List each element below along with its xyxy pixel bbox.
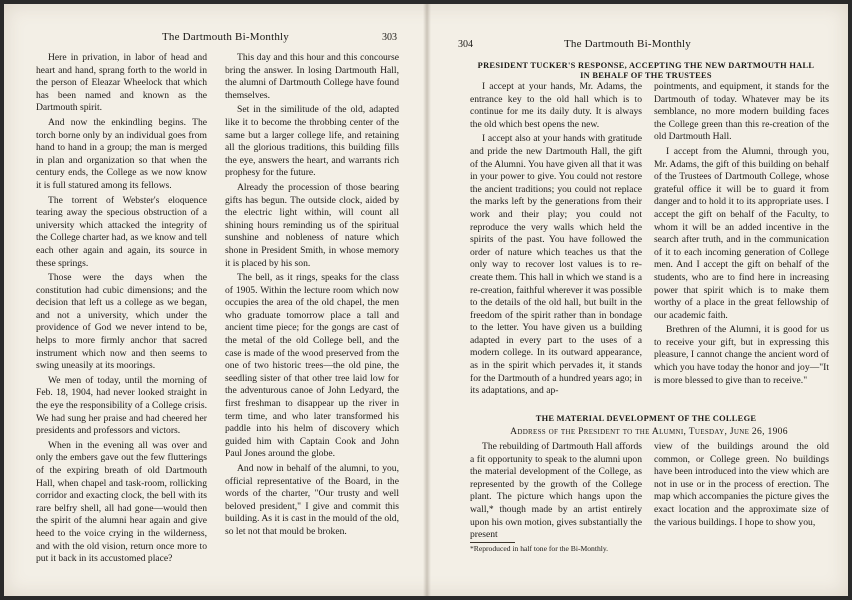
right-column-d: [654, 81, 829, 389]
left-page: [4, 4, 424, 596]
section-subheading: Address of the President to the Alumni, Tuesday, June 26, 1906: [510, 426, 788, 437]
paragraph: Brethren of the Alumni, it is good for us to receive your gift, but in expressing this pleasure, I cannot change the ancient word of which you have today the honor and joy—"It is more blessed to give than to receive.": [654, 324, 829, 386]
paragraph: I accept from the Alumni, through you, Mr. Adams, the gift of this building on behalf of the Trustees of Dartmouth College, whose grateful office it will be to guard it from danger and to hold it to its appropriate uses. I accept the gift on behalf of the Faculty, to whom it will be an added incentive in the search after truth, and in the communication of it to each incoming generation of College men. And I accept the gift on behalf of the students, who are to find here in increasing power that spirit which is to make them worthy of a place in the great fellowship of our academic faith.: [654, 145, 829, 321]
footnote-rule: [470, 542, 515, 543]
paragraph: I accept also at your hands with gratitude and pride the new Dartmouth Hall, the gift of the Alumni. You have given all that it was in your power to give. You could not restore the ancient traditions; you could not replace the marks left by the generations from their work and their play; you could not reproduce the very walls which held the spirits of the past. You have followed the order of nature which teaches us that the only way to recover lost values is to re-create them. This hall in which we stand is a re-creation, faithful wherever it was possible to the details of the old hall, but built in the freedom of the spirit rather than in bondage to the letter. You have given us a building adapted in every part to the uses of a modern college. In its outward appearance, as in the spirit which pervades it, it stands for the Dartmouth of a hundred years ago; in its adaptations, and ap-: [470, 133, 642, 397]
footnote: *Reproduced in half tone for the Bi-Monthly.: [470, 544, 609, 553]
paragraph: pointments, and equipment, it stands for the Dartmouth of today. Whatever may be its semblance, no more modern building faces the College green than this re-creation of the old Dartmouth Hall.: [654, 81, 829, 143]
left-column-b: [225, 52, 399, 541]
paragraph: And now in behalf of the alumni, to you, official representative of the Board, in the words of the charter, "Our trusty and well beloved president," I give and commit this building. As it is cast in the mould of the old, so let not that mould be broken.: [225, 463, 399, 537]
right-page: [430, 4, 848, 596]
page-number-left: 303: [382, 32, 397, 43]
paragraph: The bell, as it rings, speaks for the class of 1905. Within the lecture room which now occupies the area of the old chapel, the men who graduate tomorrow place a tall and ancient time piece; for the gongs are cast of the metal of the old College bell, and the case is made of the wood preserved from the one of two historic trees—the old pine, the seedling sister of that other tree laid low for the adventurous canoe of John Ledyard, the first freshman to disappear up the river in term time, and who later transformed his paddle into his helm of discovery which guided him with Captain Cook and John Paul Jones around the globe.: [225, 272, 399, 460]
paragraph: The rebuilding of Dartmouth Hall affords a fit opportunity to speak to the alumni upon the material development of the College, as represented by the growth of the College plant. The picture which hangs upon the wall,* though made by an artist entirely upon his own motion, gives substantially the present: [470, 441, 642, 541]
book-spread: [4, 4, 848, 596]
running-head-right: The Dartmouth Bi-Monthly: [564, 38, 692, 50]
paragraph: I accept at your hands, Mr. Adams, the entrance key to the old hall which is to continue for me its daily duty. It is always the old which best opens the new.: [470, 81, 642, 130]
paragraph: view of the buildings around the old common, or College green. No buildings have been introduced into the view which are not in use or in the process of erection. The map which accompanies the picture gives the exact location and the approximate size of the various buildings. I hope to show you,: [654, 441, 829, 528]
left-column-a: [36, 52, 207, 568]
right-column-f: [654, 441, 829, 531]
right-column-c: [470, 81, 642, 400]
paragraph: Already the procession of those bearing gifts has begun. The outside clock, aided by the electric light within, will count all shining hours reminding us of the spiritual sunshine and nobleness of nature which shone in President Smith, in whose memory it is placed by his son.: [225, 181, 399, 269]
paragraph: When in the evening all was over and only the embers gave out the few flutterings of the expiring breath of old Dartmouth Hall, when chapel and task-room, rollicking corridor and exacting clock, the bell with its rare belfry shell, all had gone—would then the spirit of the alumni hear again and give heed to the voice crying in the wilderness, and with the old vision, return once more to put it back in its accustomed place?: [36, 439, 207, 565]
paragraph: This day and this hour and this concourse bring the answer. In losing Dartmouth Hall, the alumni of Dartmouth College have found themselves.: [225, 52, 399, 101]
paragraph: And now the enkindling begins. The torch borne only by an individual goes from hand to hand in a group; the man is merged in plan and organization so that when the century ends, the College as we now know it is full statured among its fellows.: [36, 116, 207, 191]
section-heading-response: PRESIDENT TUCKER'S RESPONSE, ACCEPTING THE NEW DARTMOUTH HALL IN BEHALF OF THE TRUSTEES: [477, 61, 815, 80]
page-number-right: 304: [458, 39, 473, 50]
running-head-left: The Dartmouth Bi-Monthly: [162, 31, 290, 43]
paragraph: The torrent of Webster's eloquence tearing away the specious obstruction of a university which attacked the integrity of the College charter had, as we know and tell each other again and again, its source in these springs.: [36, 194, 207, 269]
section-heading-material: THE MATERIAL DEVELOPMENT OF THE COLLEGE: [535, 414, 757, 423]
paragraph: Those were the days when the constitution had cubic dimensions; and the decision that left us a college as we began, and not a university, which under the providence of God we never intend to be, helps to more firmly anchor that sacred instrument which now and then seems to swing uneasily at its moorings.: [36, 272, 207, 372]
right-column-e: [470, 441, 642, 544]
paragraph: We men of today, until the morning of Feb. 18, 1904, had never looked straight in the eye the responsibility of a College crisis. We had sung her praise and had cheered her presidents and professors and victors.: [36, 374, 207, 437]
paragraph: Set in the similitude of the old, adapted like it to become the throbbing center of the same but a larger college life, and retaining all the glorious traditions, this building fills the eye, answers the heart, and warrants rich prophesy for the future.: [225, 104, 399, 179]
paragraph: Here in privation, in labor of head and heart and hand, sprang forth to the world in the person of Eleazar Wheelock that which has been named and known as the Dartmouth spirit.: [36, 52, 207, 114]
